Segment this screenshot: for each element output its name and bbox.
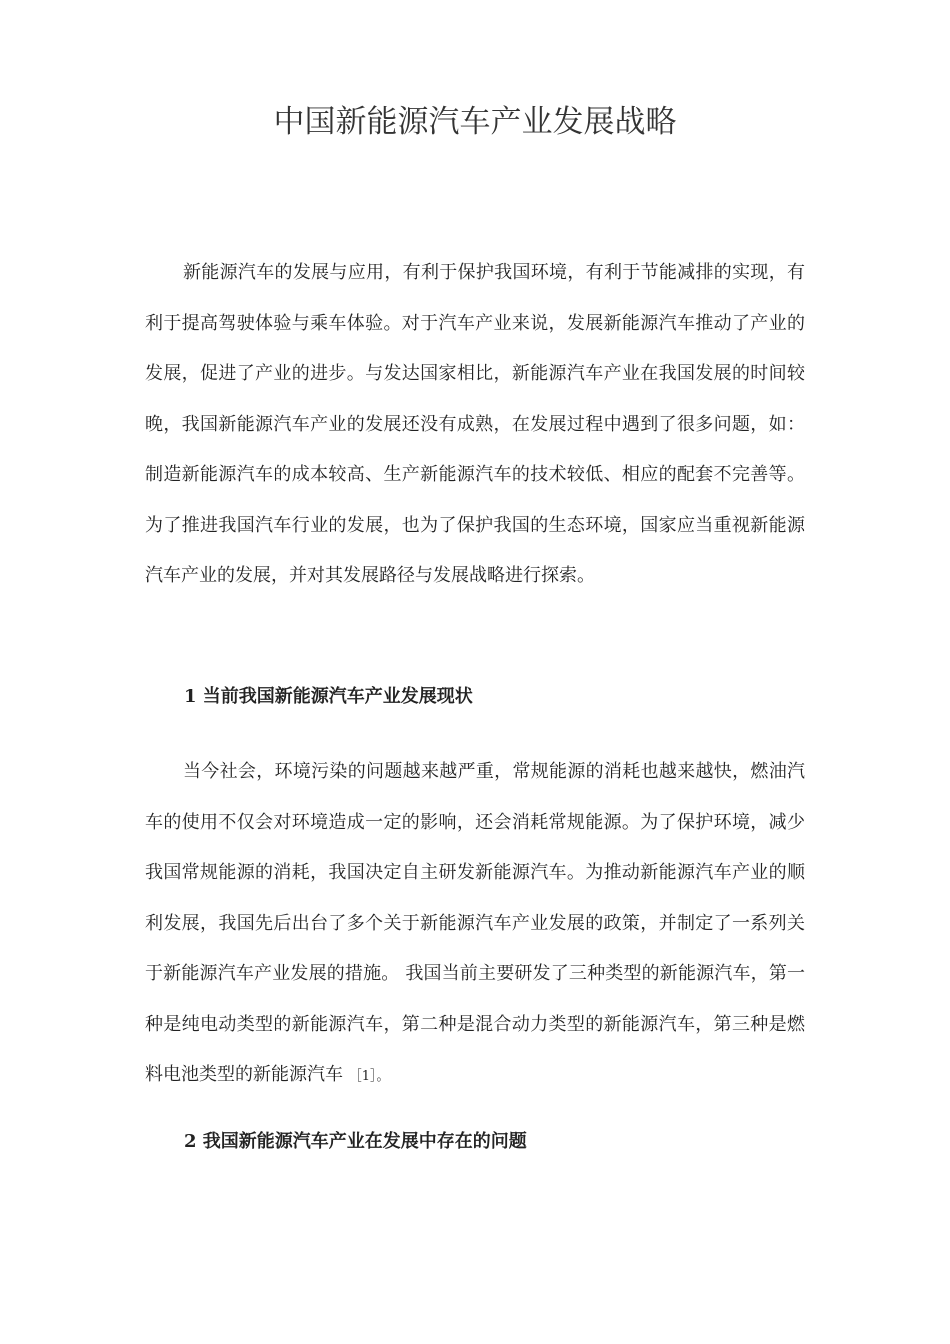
section-2-heading: 2 我国新能源汽车产业在发展中存在的问题	[184, 1131, 527, 1152]
document-title: 中国新能源汽车产业发展战略	[273, 104, 677, 140]
section-1-paragraph	[145, 747, 805, 1103]
section-1-heading: 1 当前我国新能源汽车产业发展现状	[184, 686, 473, 707]
citation-reference: ［1］。	[348, 1069, 390, 1084]
section-1-paragraph-text: 当今社会，环境污染的问题越来越严重，常规能源的消耗也越来越快，燃油汽车的使用不仅会对环境造成一定的影响，还会消耗常规能源。为了保护环境，减少我国常规能源的消耗，我国决定自主研发新能源汽车。为推动新能源汽车产业的顺利发展，我国先后出台了多个关于新能源汽车产业发展的政策，并制定了一系列关于新能源汽车产业发展的措施。 我国当前主要研发了三种类型的新能源汽车，第一种是纯电动类型的新能源汽车，第二种是混合动力类型的新能源汽车，第三种是燃料电池类型的新能源汽车	[145, 761, 805, 1085]
intro-paragraph: 新能源汽车的发展与应用，有利于保护我国环境，有利于节能减排的实现，有利于提高驾驶体验与乘车体验。对于汽车产业来说，发展新能源汽车推动了产业的发展，促进了产业的进步。与发达国家相比，新能源汽车产业在我国发展的时间较晚，我国新能源汽车产业的发展还没有成熟，在发展过程中遇到了很多问题，如：制造新能源汽车的成本较高、生产新能源汽车的技术较低、相应的配套不完善等。为了推进我国汽车行业的发展，也为了保护我国的生态环境，国家应当重视新能源汽车产业的发展，并对其发展路径与发展战略进行探索。	[145, 262, 805, 586]
